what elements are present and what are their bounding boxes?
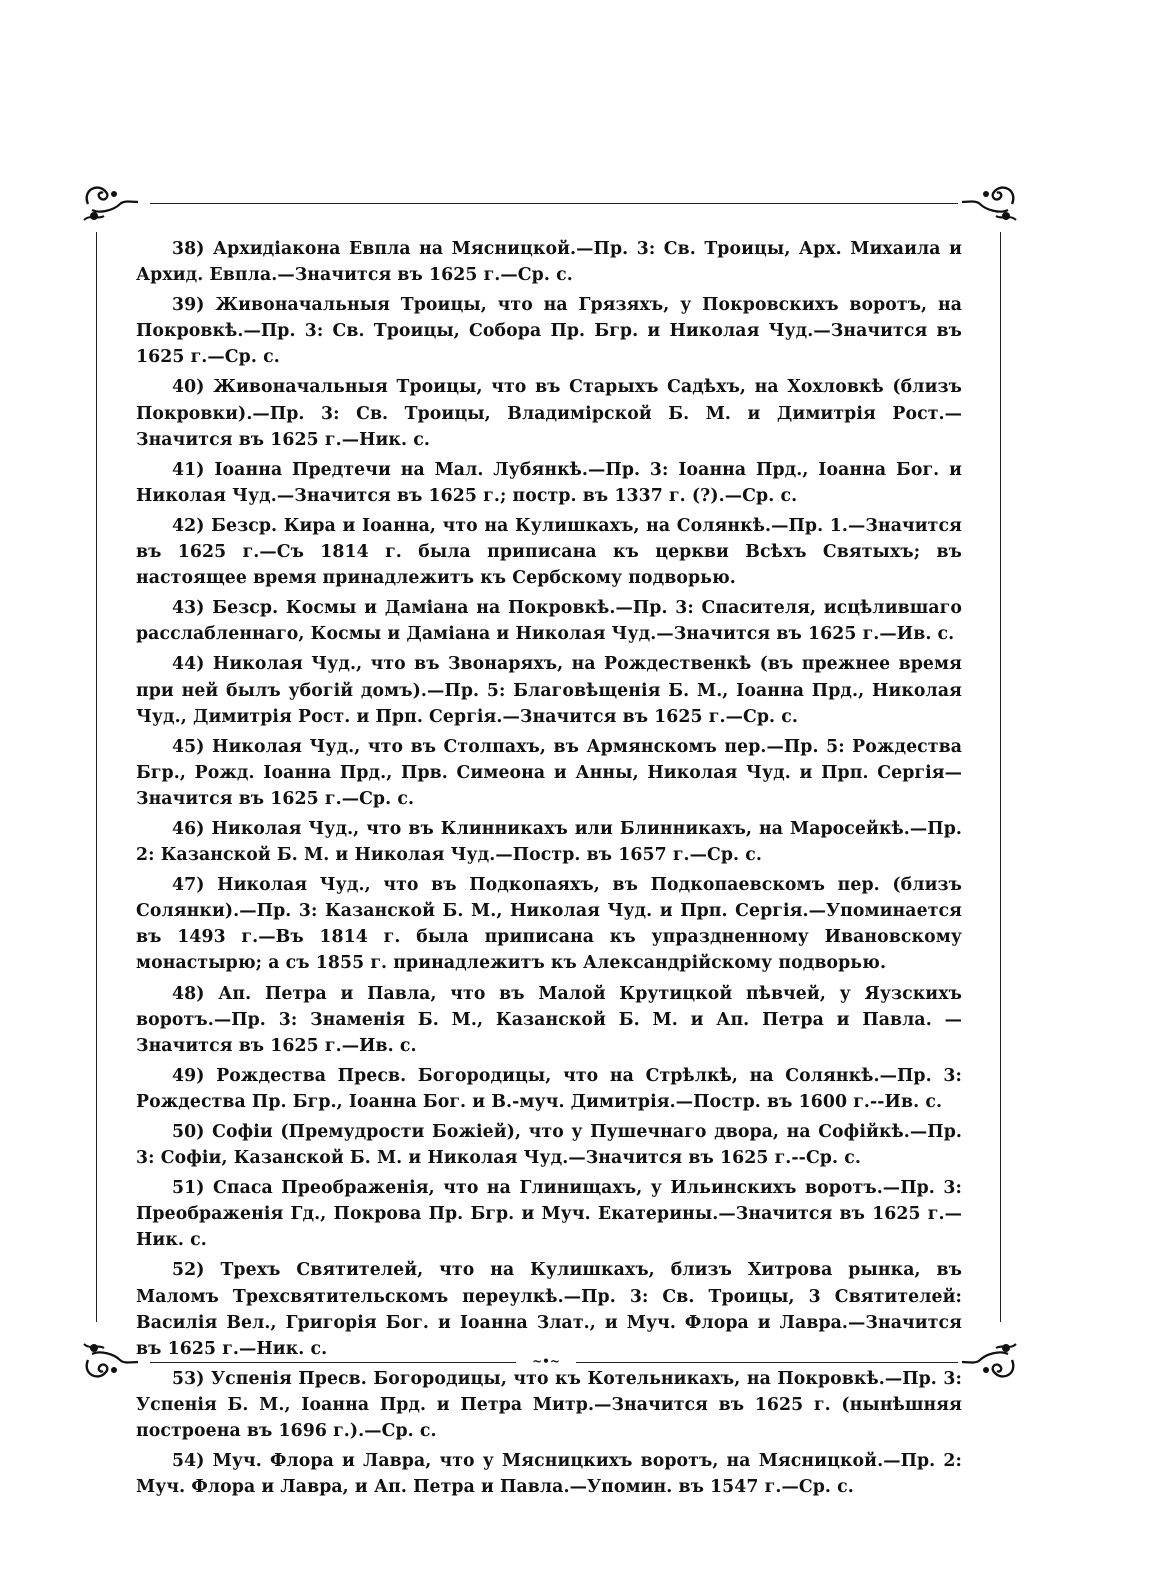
frame-left-rule bbox=[96, 232, 97, 1322]
entry-number: 46) bbox=[172, 818, 205, 839]
entry-text: Безср. Космы и Даміана на Покровкѣ.—Пр. 3: Спасителя, исцѣлившаго расслабленнаго, Космы и Даміана и Николая Чуд.—Значится въ 1625 г.—Ив. с. bbox=[136, 598, 963, 645]
list-item bbox=[136, 1119, 962, 1171]
list-item bbox=[136, 292, 962, 370]
frame-right-rule bbox=[1000, 232, 1001, 1322]
entry-text: Николая Чуд., что въ Звонаряхъ, на Рождественкѣ (въ прежнее время при ней былъ убогій домъ).—Пр. 5: Благовѣщенія Б. М., Іоанна Прд., Николая Чуд., Димитрія Рост. и Прп. Сергія.—Значится въ 1625 г.—Ср. с. bbox=[136, 654, 963, 727]
entry-number: 43) bbox=[172, 598, 205, 619]
entry-text: Николая Чуд., что въ Столпахъ, въ Армянскомъ пер.—Пр. 5: Рождества Бгр., Рожд. Іоанна Прд., Прв. Симеона и Анны, Николая Чуд. и Прп. Сергія—Значится въ 1625 г.—Ср. с. bbox=[136, 736, 962, 809]
entry-text: Архидіакона Евпла на Мясницкой.—Пр. 3: Св. Троицы, Арх. Михаила и Архид. Евпла.—Значится въ 1625 г.—Ср. с. bbox=[136, 239, 962, 286]
corner-ornament-top-right-icon bbox=[960, 180, 1020, 224]
list-item bbox=[136, 1257, 962, 1361]
entry-text: Безср. Кира и Іоанна, что на Кулишкахъ, на Солянкѣ.—Пр. 1.—Значится въ 1625 г.—Съ 1814 г. была приписана къ церкви Всѣхъ Святыхъ; въ настоящее время принадлежитъ къ Сербскому подворью. bbox=[136, 515, 962, 589]
entry-text: Муч. Флора и Лавра, что у Мясницкихъ воротъ, на Мясницкой.—Пр. 2: Муч. Флора и Лавра, и Ап. Петра и Павла.—Упомин. въ 1547 г.—Ср. с. bbox=[136, 1451, 962, 1498]
entry-number: 53) bbox=[172, 1368, 205, 1389]
entry-number: 51) bbox=[172, 1178, 205, 1199]
list-item bbox=[136, 1063, 962, 1115]
corner-ornament-bottom-right-icon bbox=[960, 1340, 1020, 1384]
entry-number: 41) bbox=[172, 459, 205, 480]
list-item bbox=[136, 872, 962, 976]
footer-ornament: ~•~ bbox=[532, 1354, 560, 1368]
entry-number: 47) bbox=[172, 875, 205, 896]
list-item bbox=[136, 1366, 962, 1444]
entry-text: Живоначальныя Троицы, что на Грязяхъ, у Покровскихъ воротъ, на Покровкѣ.—Пр. 3: Св. Троицы, Собора Пр. Бгр. и Николая Чуд.—Значится въ 1625 г.—Ср. с. bbox=[136, 295, 962, 368]
list-item bbox=[136, 734, 962, 812]
list-item bbox=[136, 981, 962, 1059]
entry-number: 49) bbox=[172, 1065, 205, 1086]
list-item bbox=[136, 236, 962, 288]
entry-text: Рождества Пресв. Богородицы, что на Стрѣлкѣ, на Солянкѣ.—Пр. 3: Рождества Пр. Бгр., Іоанна Бог. и В.-муч. Димитрія.—Постр. въ 1600 г.--Ив. с. bbox=[136, 1065, 962, 1112]
list-item bbox=[136, 651, 962, 729]
entry-number: 44) bbox=[172, 654, 205, 675]
list-item bbox=[136, 1448, 962, 1500]
entry-text: Ап. Петра и Павла, что въ Малой Крутицкой пѣвчей, у Яузскихъ воротъ.—Пр. 3: Знаменія Б. М., Казанской Б. М. и Ап. Петра и Павла. — Значится въ 1625 г.—Ив. с. bbox=[136, 983, 962, 1056]
entry-number: 42) bbox=[172, 515, 205, 536]
corner-ornament-top-left-icon bbox=[80, 180, 140, 224]
entry-text: Трехъ Святителей, что на Кулишкахъ, близъ Хитрова рынка, въ Маломъ Трехсвятительскомъ переулкѣ.—Пр. 3: Св. Троицы, 3 Святителей: Василія Вел., Григорія Бог. и Іоанна Злат., и Муч. Флора и Лавра.—Значится въ 1625 г.—Ник. с. bbox=[136, 1260, 962, 1359]
entry-number: 38) bbox=[172, 239, 205, 259]
entry-text: Живоначальныя Троицы, что въ Старыхъ Садѣхъ, на Хохловкѣ (близъ Покровки).—Пр. 3: Св. Троицы, Владимірской Б. М. и Димитрія Рост.—Значится въ 1625 г.—Ник. с. bbox=[136, 377, 962, 450]
entry-text: Успенія Пресв. Богородицы, что къ Котельникахъ, на Покровкѣ.—Пр. 3: Успенія Б. М., Іоанна Прд. и Петра Митр.—Значится въ 1625 г. (нынѣшняя построена въ 1696 г.).—Ср. с. bbox=[136, 1368, 962, 1442]
entry-number: 45) bbox=[172, 736, 205, 757]
list-item bbox=[136, 457, 962, 509]
list-item bbox=[136, 1175, 962, 1253]
entry-text: Николая Чуд., что въ Подкопаяхъ, въ Подкопаевскомъ пер. (близъ Солянки).—Пр. 3: Казанской Б. М., Николая Чуд. и Прп. Сергія.—Упоминается въ 1493 г.—Въ 1814 г. была приписана къ упраздненному Ивановскому монастырю; а съ 1855 г. принадлежитъ къ Александрійскому подворью. bbox=[136, 875, 962, 974]
list-item bbox=[136, 374, 962, 452]
entry-number: 40) bbox=[172, 377, 205, 398]
entry-text: Іоанна Предтечи на Мал. Лубянкѣ.—Пр. 3: Іоанна Прд., Іоанна Бог. и Николая Чуд.—Значится въ 1625 г.; постр. въ 1337 г. (?).—Ср. с. bbox=[136, 459, 962, 506]
entry-text: Спаса Преображенія, что на Глинищахъ, у Ильинскихъ воротъ.—Пр. 3: Преображенія Гд., Покрова Пр. Бгр. и Муч. Екатерины.—Значится въ 1625 г.—Ник. с. bbox=[136, 1178, 962, 1251]
entry-number: 39) bbox=[172, 295, 205, 316]
church-list bbox=[136, 236, 962, 1504]
list-item bbox=[136, 816, 962, 868]
entry-number: 52) bbox=[172, 1260, 205, 1281]
entry-text: Софіи (Премудрости Божіей), что у Пушечнаго двора, на Софійкѣ.—Пр. 3: Софіи, Казанской Б. М. и Николая Чуд.—Значится въ 1625 г.--Ср. с. bbox=[136, 1122, 962, 1169]
entry-number: 48) bbox=[172, 983, 205, 1004]
frame-top-rule bbox=[150, 203, 958, 204]
corner-ornament-bottom-left-icon bbox=[80, 1340, 140, 1384]
entry-text: Николая Чуд., что въ Клинникахъ или Блинникахъ, на Маросейкѣ.—Пр. 2: Казанской Б. М. и Николая Чуд.—Постр. въ 1657 г.—Ср. с. bbox=[136, 818, 962, 866]
list-item bbox=[136, 595, 962, 647]
entry-number: 50) bbox=[172, 1122, 205, 1142]
list-item bbox=[136, 513, 962, 591]
entry-number: 54) bbox=[172, 1451, 205, 1472]
